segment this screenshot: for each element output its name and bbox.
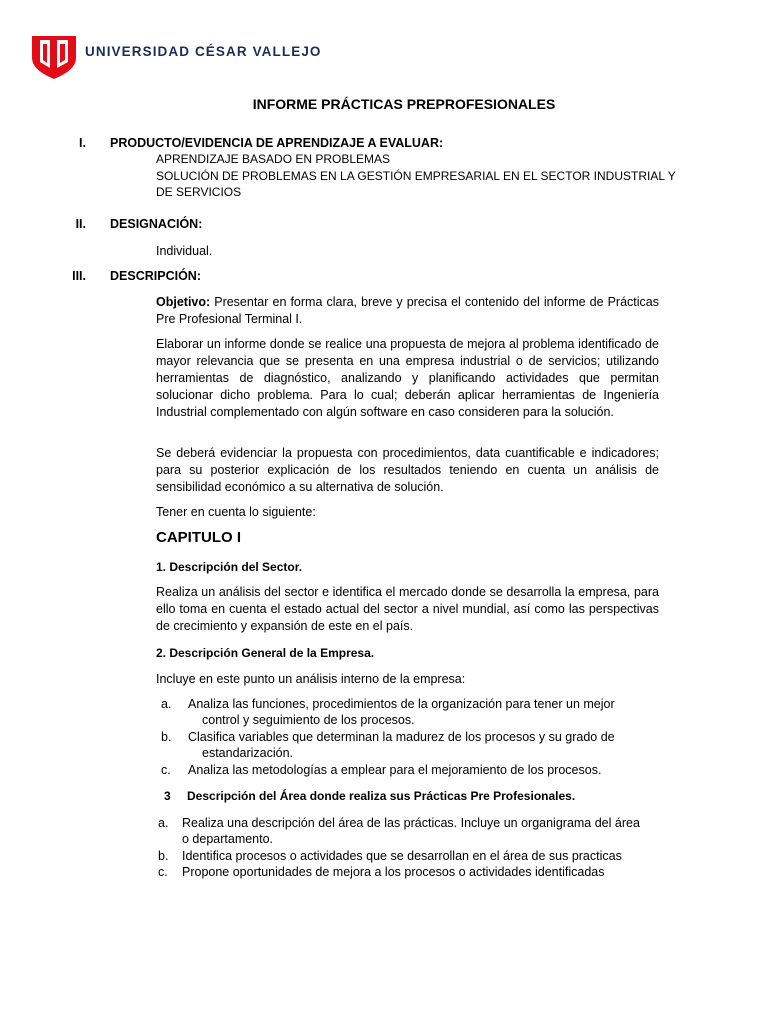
list-marker: a. [158,816,169,830]
subsection-3-number: 3 [164,789,171,803]
list-marker: b. [161,730,172,744]
subsection-1-text: Realiza un análisis del sector e identifica el mercado donde se desarrolla la empresa, para ello toma en cuenta el estado actual del sector a nivel mundial, así como las perspectivas de crecimiento y expansión de este en el país. [156,585,659,633]
subsection-3-heading: Descripción del Área donde realiza sus Prácticas Pre Profesionales. [187,789,576,803]
list-marker: b. [158,849,169,863]
section-3-heading: DESCRIPCIÓN: [110,269,201,283]
objective-text: Presentar en forma clara, breve y precisa el contenido del informe de Prácticas Pre Profesional Terminal I. [156,295,659,326]
list-marker: c. [161,763,171,777]
university-shield-icon [30,30,78,80]
description-paragraph-2: Se deberá evidenciar la propuesta con procedimientos, data cuantificable e indicadores; para su posterior explicación de los resultados teniendo en cuenta un análisis de sensibilidad económico a su alternativa de solución. [156,446,659,494]
subsection-2-heading: 2. Descripción General de la Empresa. [156,646,375,660]
institution-name: UNIVERSIDAD CÉSAR VALLEJO [85,44,322,59]
list-item: Analiza las funciones, procedimientos de la organización para tener un mejor [188,697,615,711]
list-item: Realiza una descripción del área de las prácticas. Incluye un organigrama del área [182,816,640,830]
document-title: INFORME PRÁCTICAS PREPROFESIONALES [252,96,556,112]
section-3-numeral: III. [72,269,86,283]
list-item: Clasifica variables que determinan la madurez de los procesos y su grado de [188,730,615,744]
description-paragraph-1: Elaborar un informe donde se realice una propuesta de mejora al problema identificado de mayor relevancia que se presenta en una empresa industrial o de servicios; utilizando herramientas de diagnóstico, analizando y planificando actividades que permitan solucionar dicho problema. Para lo cual; deberán aplicar herramientas de Ingeniería Industrial complementado con algún software en caso consideren para la solución. [156,337,659,419]
list-item-continuation: control y seguimiento de los procesos. [202,713,415,727]
section-1-line-3: DE SERVICIOS [156,185,242,199]
list-item: Analiza las metodologías a emplear para el mejoramiento de los procesos. [188,763,602,777]
list-item-continuation: o departamento. [182,832,274,846]
list-item: Propone oportunidades de mejora a los procesos o actividades identificadas [182,865,605,879]
section-1-numeral: I. [79,136,86,150]
objective-paragraph [156,294,659,328]
section-1-line-2: SOLUCIÓN DE PROBLEMAS EN LA GESTIÓN EMPRESARIAL EN EL SECTOR INDUSTRIAL Y [156,169,676,183]
subsection-2-intro: Incluye en este punto un análisis interno de la empresa: [156,672,466,686]
section-1-heading: PRODUCTO/EVIDENCIA DE APRENDIZAJE A EVALUAR: [110,136,444,150]
subsection-1-heading: 1. Descripción del Sector. [156,560,303,574]
section-2-numeral: II. [75,217,86,231]
section-1-line-1: APRENDIZAJE BASADO EN PROBLEMAS [156,152,391,166]
list-marker: c. [158,865,168,879]
objective-label: Objetivo: [156,295,211,309]
list-item-continuation: estandarización. [202,746,294,760]
list-marker: a. [161,697,172,711]
chapter-title: CAPITULO I [156,529,241,546]
designation-value: Individual. [156,244,213,258]
section-2-heading: DESIGNACIÓN: [110,217,203,231]
list-item: Identifica procesos o actividades que se desarrollan en el área de sus practicas [182,849,622,863]
note-text: Tener en cuenta lo siguiente: [156,505,316,519]
